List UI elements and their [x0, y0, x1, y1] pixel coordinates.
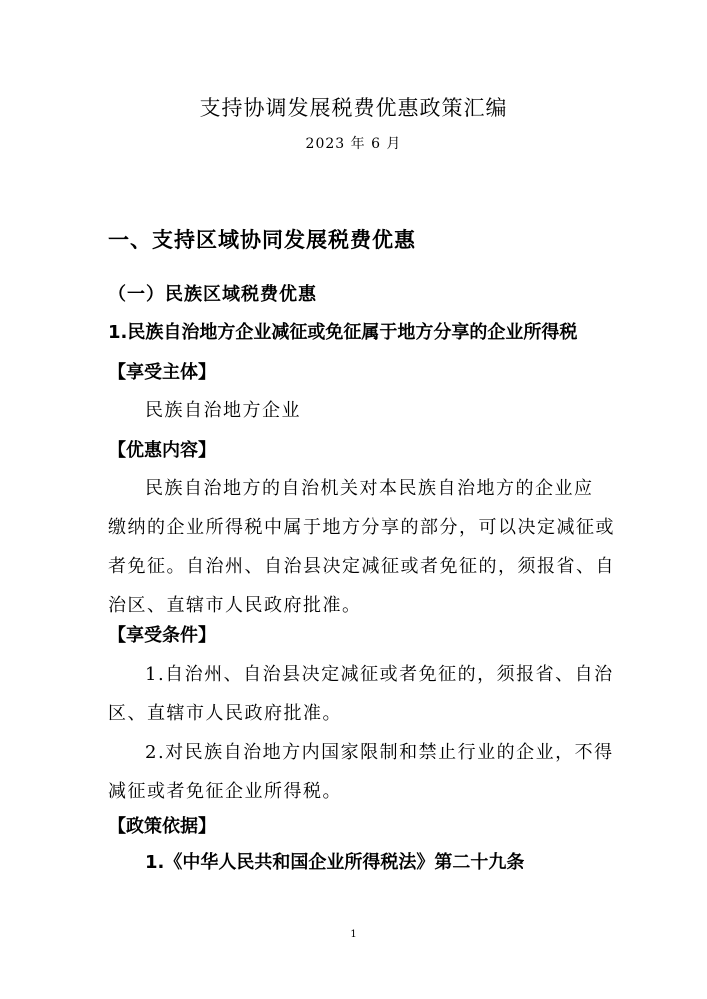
content-line: 缴纳的企业所得税中属于地方分享的部分，可以决定减征或 [108, 517, 615, 538]
label-subject: 【享受主体】 [108, 362, 216, 383]
document-title: 支持协调发展税费优惠政策汇编 [199, 96, 508, 120]
section-heading: 一、支持区域协同发展税费优惠 [108, 228, 416, 252]
label-basis: 【政策依据】 [108, 816, 216, 837]
condition-1-paragraph [108, 655, 614, 733]
document-date: 2023 年 6 月 [305, 136, 402, 152]
basis-item-1: 1.《中华人民共和国企业所得税法》第二十九条 [145, 852, 525, 873]
condition-line: 减征或者免征企业所得税。 [108, 781, 342, 802]
label-conditions: 【享受条件】 [108, 625, 216, 646]
condition-line: 2.对民族自治地方内国家限制和禁止行业的企业，不得 [145, 742, 614, 763]
content-line: 者免征。自治州、自治县决定减征或者免征的，须报省、自 [108, 556, 615, 577]
condition-2-paragraph [108, 733, 614, 811]
content-line: 治区、直辖市人民政府批准。 [108, 595, 362, 616]
page-number: 1 [350, 929, 357, 940]
content-paragraph [108, 469, 615, 625]
label-content: 【优惠内容】 [108, 440, 216, 461]
condition-line: 区、直辖市人民政府批准。 [108, 703, 342, 724]
item-heading: 1.民族自治地方企业减征或免征属于地方分享的企业所得税 [108, 322, 578, 343]
subject-line: 民族自治地方企业 [145, 400, 301, 421]
condition-line: 1.自治州、自治县决定减征或者免征的，须报省、自治 [145, 664, 614, 685]
subject-paragraph [108, 391, 600, 430]
subsection-heading: （一）民族区域税费优惠 [108, 284, 317, 305]
content-line: 民族自治地方的自治机关对本民族自治地方的企业应 [145, 478, 594, 499]
